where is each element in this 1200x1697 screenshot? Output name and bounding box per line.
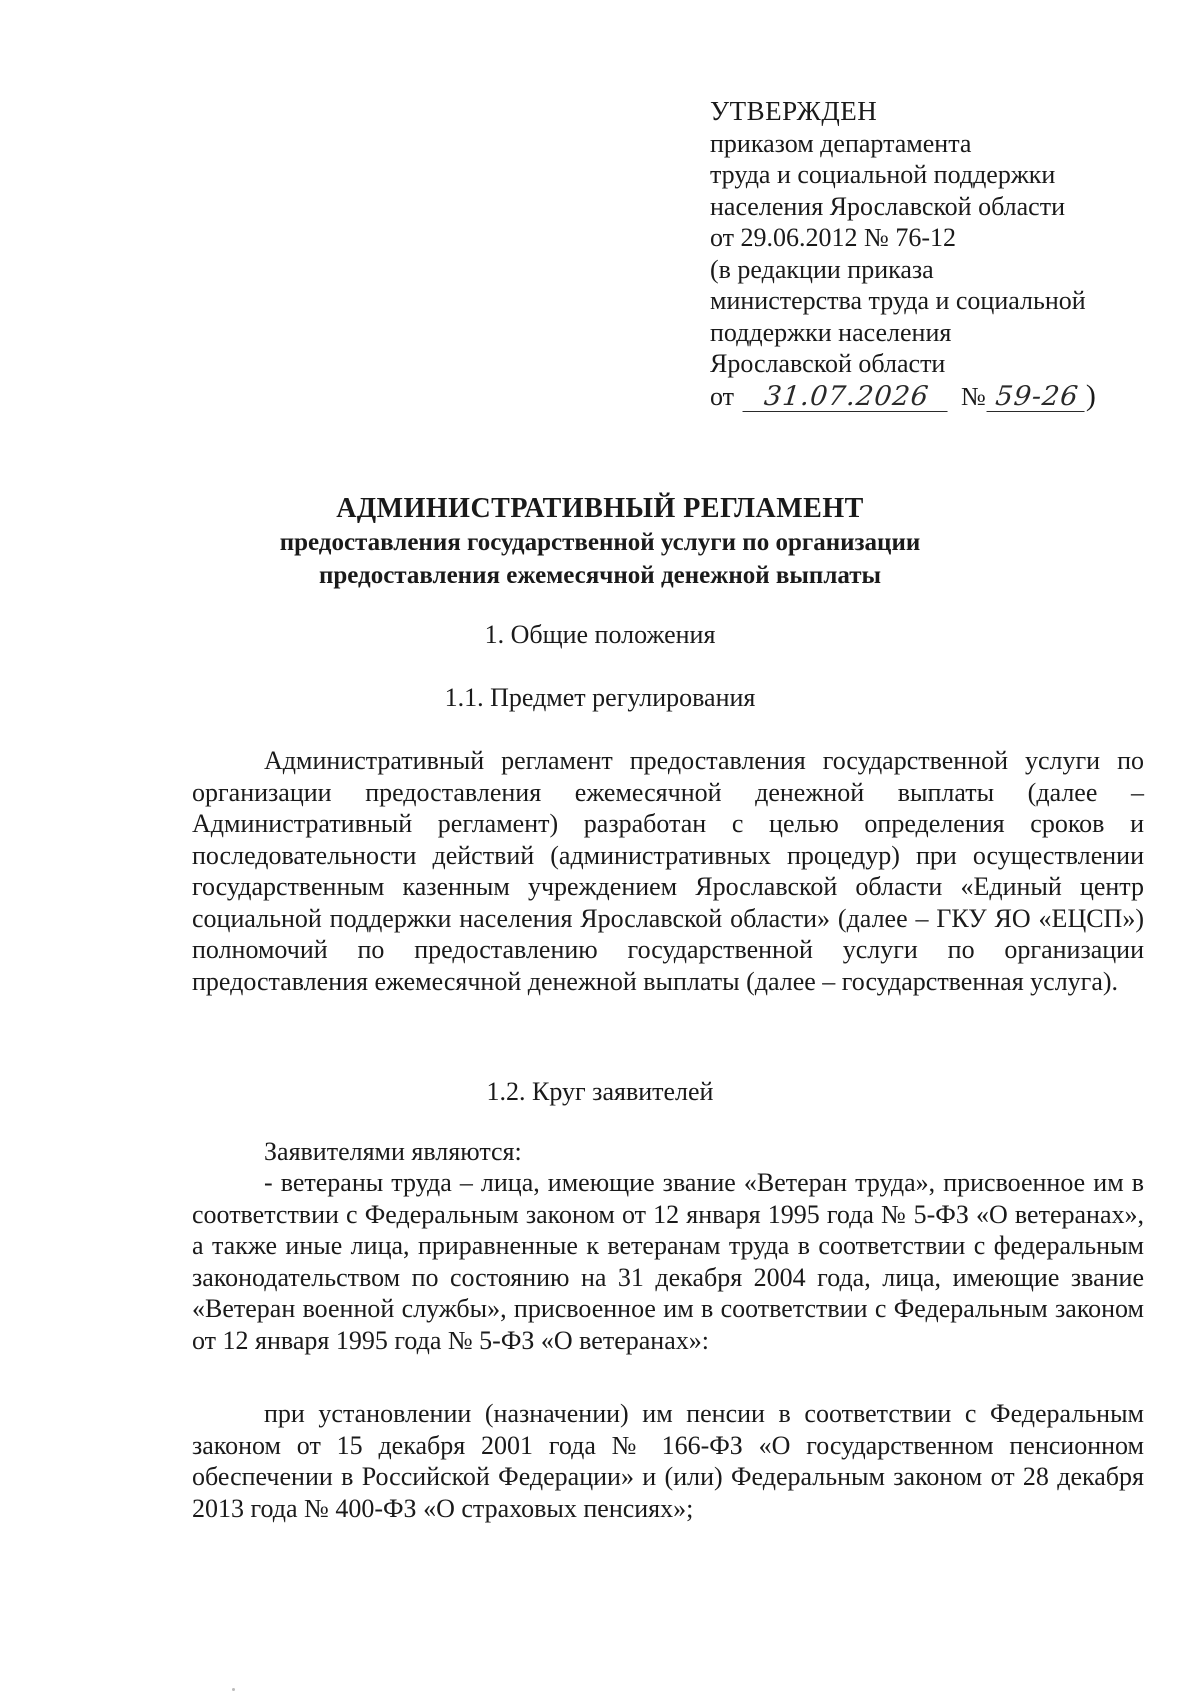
approval-line: труда и социальной поддержки: [710, 160, 1056, 189]
section-heading-subject: 1.1. Предмет регулирования: [444, 683, 756, 712]
approval-line: приказом департамента: [710, 128, 972, 158]
sign-prefix: от: [710, 381, 735, 411]
document-title: [0, 492, 1200, 592]
closing-bracket: ): [1085, 378, 1096, 412]
paragraph-pension: при установлении (назначении) им пенсии в соответствии с Федеральным законом от 15 декабря 2001 года № 166-ФЗ «О государственном пенсионном обеспечении в Российской Федерации» и (или) Федеральным законом от 28 декабря 2013 года № 400-ФЗ «О страховых пенсиях»;: [192, 1399, 1144, 1523]
title-main: АДМИНИСТРАТИВНЫЙ РЕГЛАМЕНТ: [336, 493, 864, 524]
section-heading-general: 1. Общие положения: [484, 620, 716, 649]
scan-speck: [232, 1688, 235, 1691]
approval-line: поддержки населения: [710, 317, 952, 347]
handwritten-number: 59-26: [986, 383, 1087, 412]
approval-line: (в редакции приказа: [710, 254, 934, 284]
approval-line: Ярославской области: [710, 349, 946, 378]
approval-line: населения Ярославской области: [710, 191, 1065, 221]
approval-line: министерства труда и социальной: [710, 286, 1086, 315]
approval-signature-line: [710, 380, 1150, 413]
applicants-intro: Заявителями являются:: [264, 1137, 522, 1166]
approval-heading: УТВЕРЖДЕН: [710, 96, 878, 126]
section-heading-applicants: 1.2. Круг заявителей: [486, 1077, 714, 1106]
sign-number-label: №: [961, 381, 986, 411]
handwritten-date: 31.07.2026: [743, 383, 951, 412]
paragraph-veterans: - ветераны труда – лица, имеющие звание «Ветеран труда», присвоенное им в соответствии с Федеральным законом от 12 января 1995 года № 5-ФЗ «О ветеранах», а также иные лица, приравненные к ветеранам труда в соответствии с федеральным законодательством по состоянию на 31 декабря 2004 года, лица, имеющие звание «Ветеран военной службы», присвоенное им в соответствии с Федеральным законом от 12 января 1995 года № 5-ФЗ «О ветеранах»:: [192, 1168, 1144, 1355]
title-subtitle-line-1: предоставления государственной услуги по организации: [279, 529, 921, 556]
paragraph-subject: Административный регламент предоставления государственной услуги по организации предоставления ежемесячной денежной выплаты (далее – Административный регламент) разработан с целью определения сроков и последовательности действий (административных процедур) при осуществлении государственным казенным учреждением Ярославской области «Единый центр социальной поддержки населения Ярославской области» (далее – ГКУ ЯО «ЕЦСП») полномочий по предоставлению государственной услуги по организации предоставления ежемесячной денежной выплаты (далее – государственная услуга).: [192, 746, 1144, 996]
title-subtitle-line-2: предоставления ежемесячной денежной выплаты: [318, 562, 881, 589]
approval-stamp: [710, 96, 1150, 412]
approval-line: от 29.06.2012 № 76-12: [710, 223, 956, 252]
